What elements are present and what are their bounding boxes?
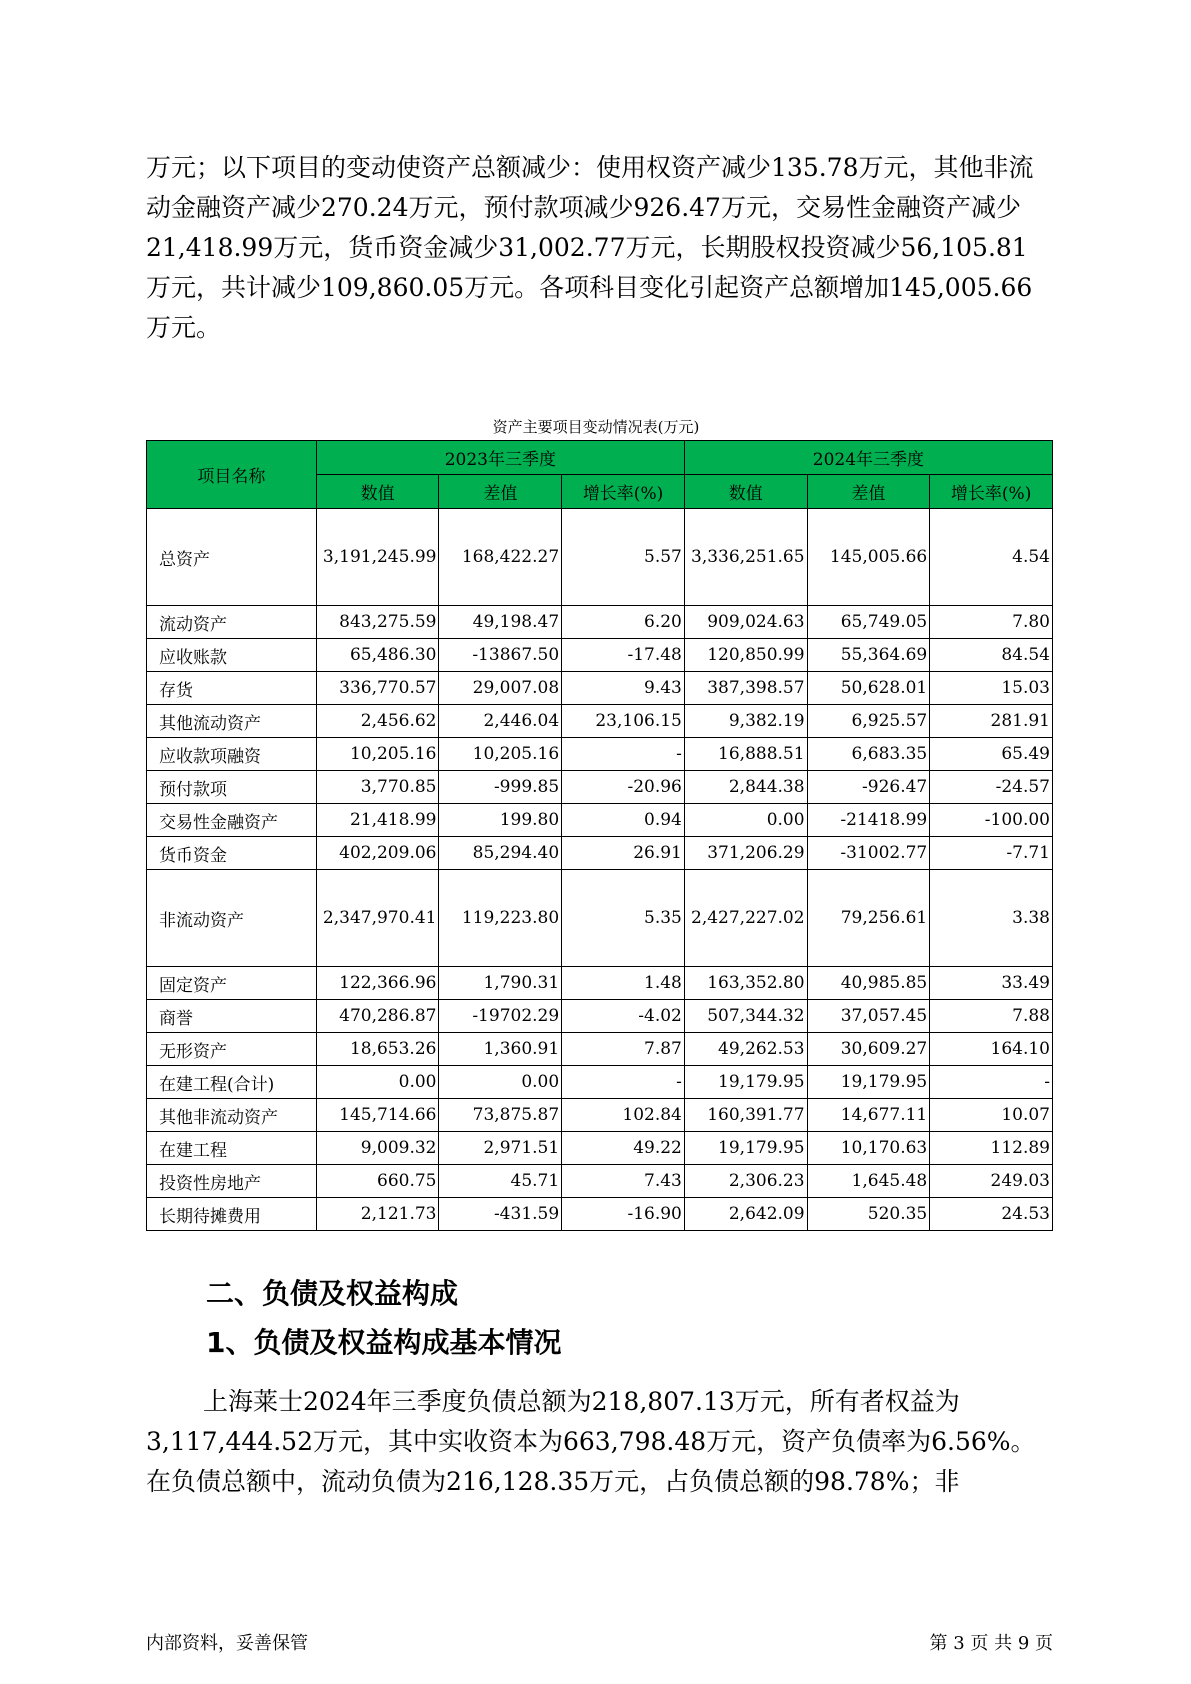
cell-item-name: 在建工程: [147, 1132, 317, 1165]
cell-value-2023: 843,275.59: [316, 606, 439, 639]
cell-rate-2024: 24.53: [930, 1198, 1053, 1231]
cell-diff-2023: 85,294.40: [439, 837, 562, 870]
table-row: [147, 738, 1053, 771]
cell-rate-2023: 7.87: [562, 1033, 685, 1066]
table-row: [147, 1033, 1053, 1066]
cell-diff-2024: 10,170.63: [807, 1132, 930, 1165]
cell-item-name: 商誉: [147, 1000, 317, 1033]
header-2023q3: 2023年三季度: [316, 441, 684, 475]
table-row: [147, 1165, 1053, 1198]
cell-diff-2023: 1,790.31: [439, 967, 562, 1000]
cell-diff-2023: -431.59: [439, 1198, 562, 1231]
cell-value-2023: 660.75: [316, 1165, 439, 1198]
cell-diff-2024: 19,179.95: [807, 1066, 930, 1099]
cell-diff-2023: 73,875.87: [439, 1099, 562, 1132]
cell-value-2023: 0.00: [316, 1066, 439, 1099]
cell-diff-2023: 29,007.08: [439, 672, 562, 705]
table-row: [147, 606, 1053, 639]
cell-diff-2023: 0.00: [439, 1066, 562, 1099]
cell-rate-2024: 33.49: [930, 967, 1053, 1000]
cell-value-2023: 65,486.30: [316, 639, 439, 672]
cell-item-name: 应收款项融资: [147, 738, 317, 771]
cell-value-2023: 122,366.96: [316, 967, 439, 1000]
cell-rate-2023: -17.48: [562, 639, 685, 672]
cell-item-name: 长期待摊费用: [147, 1198, 317, 1231]
footer-confidential-note: 内部资料，妥善保管: [146, 1633, 308, 1654]
cell-item-name: 预付款项: [147, 771, 317, 804]
cell-rate-2023: -: [562, 738, 685, 771]
table-row: [147, 509, 1053, 606]
cell-value-2024: 909,024.63: [684, 606, 807, 639]
cell-rate-2024: -7.71: [930, 837, 1053, 870]
table-row: [147, 1099, 1053, 1132]
cell-diff-2023: -999.85: [439, 771, 562, 804]
header-value-2024: 数值: [684, 475, 807, 509]
cell-value-2023: 470,286.87: [316, 1000, 439, 1033]
cell-value-2024: 16,888.51: [684, 738, 807, 771]
cell-diff-2024: 520.35: [807, 1198, 930, 1231]
cell-value-2024: 19,179.95: [684, 1132, 807, 1165]
cell-value-2023: 3,770.85: [316, 771, 439, 804]
intro-paragraph: 万元；以下项目的变动使资产总额减少：使用权资产减少135.78万元，其他非流动金融资产减少270.24万元，预付款项减少926.47万元，交易性金融资产减少21,418.99万元，货币资金减少31,002.77万元，长期股权投资减少56,105.81万元，共计减少109,860.05万元。各项科目变化引起资产总额增加145,005.66万元。: [146, 153, 1034, 342]
body-paragraph: 上海莱士2024年三季度负债总额为218,807.13万元，所有者权益为3,117,444.52万元，其中实收资本为663,798.48万元，资产负债率为6.56%。在负债总额中，流动负债为216,128.35万元，占负债总额的98.78%；非: [146, 1387, 1036, 1496]
cell-item-name: 固定资产: [147, 967, 317, 1000]
table-row: [147, 870, 1053, 967]
section-heading: 二、负债及权益构成: [206, 1277, 459, 1310]
cell-value-2023: 402,209.06: [316, 837, 439, 870]
header-item-name: 项目名称: [147, 441, 317, 509]
header-value-2023: 数值: [316, 475, 439, 509]
cell-rate-2023: -16.90: [562, 1198, 685, 1231]
cell-rate-2024: 15.03: [930, 672, 1053, 705]
cell-value-2023: 21,418.99: [316, 804, 439, 837]
table-row: [147, 705, 1053, 738]
cell-diff-2023: 49,198.47: [439, 606, 562, 639]
cell-value-2024: 2,642.09: [684, 1198, 807, 1231]
cell-value-2024: 120,850.99: [684, 639, 807, 672]
cell-value-2024: 19,179.95: [684, 1066, 807, 1099]
cell-rate-2023: -20.96: [562, 771, 685, 804]
cell-diff-2023: -13867.50: [439, 639, 562, 672]
cell-diff-2023: 2,971.51: [439, 1132, 562, 1165]
cell-diff-2024: 40,985.85: [807, 967, 930, 1000]
cell-rate-2023: 5.35: [562, 870, 685, 967]
cell-value-2024: 160,391.77: [684, 1099, 807, 1132]
cell-rate-2024: 281.91: [930, 705, 1053, 738]
cell-rate-2024: 7.88: [930, 1000, 1053, 1033]
cell-item-name: 投资性房地产: [147, 1165, 317, 1198]
subsection-heading: 1、负债及权益构成基本情况: [206, 1326, 562, 1359]
cell-item-name: 非流动资产: [147, 870, 317, 967]
cell-rate-2024: 164.10: [930, 1033, 1053, 1066]
cell-diff-2024: 1,645.48: [807, 1165, 930, 1198]
cell-diff-2024: 30,609.27: [807, 1033, 930, 1066]
cell-diff-2024: 55,364.69: [807, 639, 930, 672]
table-row: [147, 1000, 1053, 1033]
cell-diff-2024: -21418.99: [807, 804, 930, 837]
cell-rate-2024: 3.38: [930, 870, 1053, 967]
cell-diff-2023: 10,205.16: [439, 738, 562, 771]
table-row: [147, 804, 1053, 837]
cell-item-name: 总资产: [147, 509, 317, 606]
cell-rate-2024: 112.89: [930, 1132, 1053, 1165]
table-row: [147, 672, 1053, 705]
cell-item-name: 其他流动资产: [147, 705, 317, 738]
cell-diff-2024: 50,628.01: [807, 672, 930, 705]
cell-diff-2024: -31002.77: [807, 837, 930, 870]
cell-rate-2023: 7.43: [562, 1165, 685, 1198]
cell-diff-2024: 145,005.66: [807, 509, 930, 606]
cell-rate-2024: 4.54: [930, 509, 1053, 606]
cell-item-name: 货币资金: [147, 837, 317, 870]
cell-diff-2023: 199.80: [439, 804, 562, 837]
cell-rate-2023: 9.43: [562, 672, 685, 705]
cell-diff-2024: 37,057.45: [807, 1000, 930, 1033]
cell-value-2023: 10,205.16: [316, 738, 439, 771]
cell-diff-2023: 45.71: [439, 1165, 562, 1198]
cell-rate-2023: 6.20: [562, 606, 685, 639]
header-diff-2023: 差值: [439, 475, 562, 509]
cell-rate-2023: 49.22: [562, 1132, 685, 1165]
cell-value-2024: 371,206.29: [684, 837, 807, 870]
table-caption: 资产主要项目变动情况表(万元): [492, 418, 700, 436]
header-rate-2023: 增长率(%): [562, 475, 685, 509]
cell-value-2024: 0.00: [684, 804, 807, 837]
cell-diff-2024: 65,749.05: [807, 606, 930, 639]
cell-value-2024: 507,344.32: [684, 1000, 807, 1033]
cell-rate-2023: 26.91: [562, 837, 685, 870]
cell-rate-2023: -4.02: [562, 1000, 685, 1033]
header-2024q3: 2024年三季度: [684, 441, 1052, 475]
cell-diff-2024: 14,677.11: [807, 1099, 930, 1132]
cell-item-name: 交易性金融资产: [147, 804, 317, 837]
cell-rate-2024: 249.03: [930, 1165, 1053, 1198]
cell-rate-2024: 84.54: [930, 639, 1053, 672]
footer-page-number: 第 3 页 共 9 页: [929, 1633, 1053, 1654]
header-diff-2024: 差值: [807, 475, 930, 509]
cell-diff-2023: 1,360.91: [439, 1033, 562, 1066]
cell-value-2024: 163,352.80: [684, 967, 807, 1000]
header-rate-2024: 增长率(%): [930, 475, 1053, 509]
table-row: [147, 837, 1053, 870]
cell-value-2023: 2,456.62: [316, 705, 439, 738]
cell-value-2023: 2,121.73: [316, 1198, 439, 1231]
table-row: [147, 1198, 1053, 1231]
cell-rate-2024: 7.80: [930, 606, 1053, 639]
cell-value-2023: 2,347,970.41: [316, 870, 439, 967]
table-row: [147, 967, 1053, 1000]
cell-value-2024: 9,382.19: [684, 705, 807, 738]
cell-value-2024: 2,306.23: [684, 1165, 807, 1198]
table-row: [147, 639, 1053, 672]
cell-value-2024: 387,398.57: [684, 672, 807, 705]
cell-item-name: 无形资产: [147, 1033, 317, 1066]
cell-item-name: 应收账款: [147, 639, 317, 672]
cell-diff-2023: 119,223.80: [439, 870, 562, 967]
cell-diff-2024: 6,683.35: [807, 738, 930, 771]
cell-value-2024: 49,262.53: [684, 1033, 807, 1066]
cell-diff-2023: -19702.29: [439, 1000, 562, 1033]
table-body: [147, 509, 1053, 1231]
cell-diff-2024: 6,925.57: [807, 705, 930, 738]
cell-value-2023: 3,191,245.99: [316, 509, 439, 606]
cell-diff-2023: 168,422.27: [439, 509, 562, 606]
cell-diff-2023: 2,446.04: [439, 705, 562, 738]
cell-rate-2023: 0.94: [562, 804, 685, 837]
cell-rate-2023: 1.48: [562, 967, 685, 1000]
cell-value-2024: 2,427,227.02: [684, 870, 807, 967]
cell-rate-2024: -24.57: [930, 771, 1053, 804]
cell-rate-2024: -100.00: [930, 804, 1053, 837]
cell-item-name: 在建工程(合计): [147, 1066, 317, 1099]
cell-rate-2023: -: [562, 1066, 685, 1099]
asset-change-table: [146, 440, 1053, 1231]
cell-diff-2024: 79,256.61: [807, 870, 930, 967]
table-row: [147, 1132, 1053, 1165]
cell-value-2024: 3,336,251.65: [684, 509, 807, 606]
cell-diff-2024: -926.47: [807, 771, 930, 804]
table-row: [147, 771, 1053, 804]
cell-rate-2023: 23,106.15: [562, 705, 685, 738]
cell-value-2023: 18,653.26: [316, 1033, 439, 1066]
cell-rate-2023: 5.57: [562, 509, 685, 606]
cell-item-name: 流动资产: [147, 606, 317, 639]
cell-item-name: 其他非流动资产: [147, 1099, 317, 1132]
cell-rate-2024: 10.07: [930, 1099, 1053, 1132]
cell-value-2023: 336,770.57: [316, 672, 439, 705]
cell-rate-2023: 102.84: [562, 1099, 685, 1132]
cell-value-2023: 145,714.66: [316, 1099, 439, 1132]
table-row: [147, 1066, 1053, 1099]
cell-value-2023: 9,009.32: [316, 1132, 439, 1165]
cell-rate-2024: -: [930, 1066, 1053, 1099]
cell-rate-2024: 65.49: [930, 738, 1053, 771]
cell-item-name: 存货: [147, 672, 317, 705]
cell-value-2024: 2,844.38: [684, 771, 807, 804]
